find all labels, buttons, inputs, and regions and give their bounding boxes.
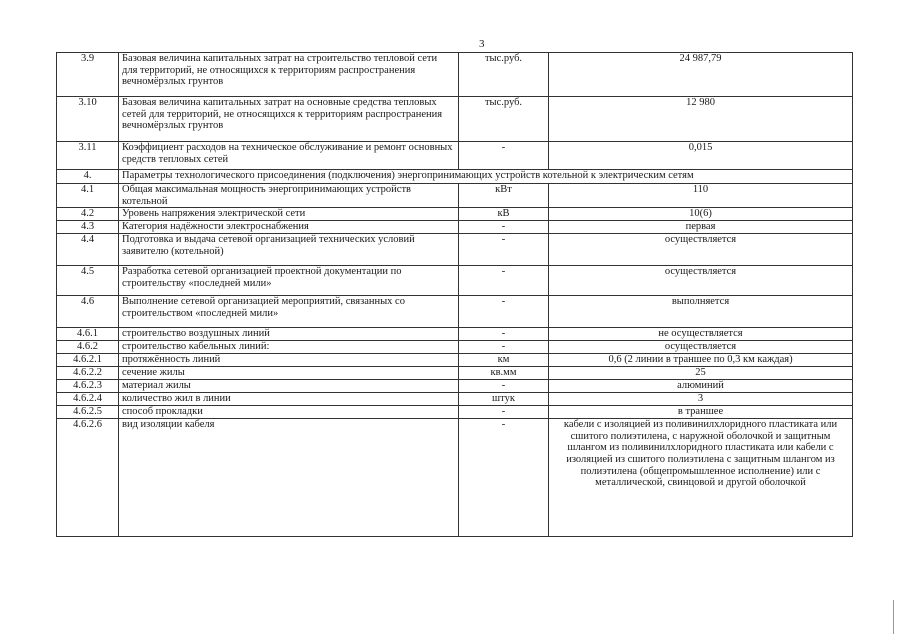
row-title: материал жилы [119, 380, 459, 393]
row-number: 4.6.2.3 [57, 380, 119, 393]
row-number: 3.11 [57, 142, 119, 170]
row-number: 4.6 [57, 296, 119, 328]
row-number: 4.1 [57, 184, 119, 208]
row-unit: - [459, 341, 549, 354]
table-row [57, 142, 853, 170]
table-row [57, 170, 853, 184]
row-value: осуществляется [549, 234, 853, 266]
row-title: способ прокладки [119, 406, 459, 419]
table-row [57, 419, 853, 537]
row-unit: кв.мм [459, 367, 549, 380]
row-value: 3 [549, 393, 853, 406]
row-title: количество жил в линии [119, 393, 459, 406]
row-title: Уровень напряжения электрической сети [119, 208, 459, 221]
row-number: 4.5 [57, 266, 119, 296]
row-number: 4.6.2.4 [57, 393, 119, 406]
row-value: в траншее [549, 406, 853, 419]
row-value: осуществляется [549, 266, 853, 296]
table-row [57, 53, 853, 97]
row-title: Разработка сетевой организацией проектной документации по строительству «последней мили» [119, 266, 459, 296]
row-title: Параметры технологического присоединения (подключения) энергопринимающих устройств котельной к электрическим сетям [119, 170, 853, 184]
table-row [57, 208, 853, 221]
table-row [57, 296, 853, 328]
row-value: 10(6) [549, 208, 853, 221]
row-title: Коэффициент расходов на техническое обслуживание и ремонт основных средств тепловых сетей [119, 142, 459, 170]
row-number: 3.9 [57, 53, 119, 97]
row-number: 3.10 [57, 97, 119, 142]
row-value: осуществляется [549, 341, 853, 354]
row-unit: тыс.руб. [459, 53, 549, 97]
parameters-table [56, 52, 853, 537]
row-number: 4. [57, 170, 119, 184]
table-row [57, 97, 853, 142]
row-title: Подготовка и выдача сетевой организацией технических условий заявителю (котельной) [119, 234, 459, 266]
row-number: 4.6.1 [57, 328, 119, 341]
row-title: строительство кабельных линий: [119, 341, 459, 354]
row-title: сечение жилы [119, 367, 459, 380]
table-row [57, 266, 853, 296]
row-value: 0,015 [549, 142, 853, 170]
row-value: 24 987,79 [549, 53, 853, 97]
row-unit: - [459, 406, 549, 419]
page-number: 3 [479, 38, 485, 50]
row-number: 4.2 [57, 208, 119, 221]
row-title: Выполнение сетевой организацией мероприятий, связанных со строительством «последней мили» [119, 296, 459, 328]
table-row [57, 184, 853, 208]
row-unit: кВт [459, 184, 549, 208]
row-title: Общая максимальная мощность энергопринимающих устройств котельной [119, 184, 459, 208]
row-value: 110 [549, 184, 853, 208]
row-value: 25 [549, 367, 853, 380]
row-value: 12 980 [549, 97, 853, 142]
row-unit: кВ [459, 208, 549, 221]
row-title: вид изоляции кабеля [119, 419, 459, 537]
row-number: 4.6.2 [57, 341, 119, 354]
row-title: Базовая величина капитальных затрат на основные средства тепловых сетей для территорий, не относящихся к территориям распространения вечномёрзлых грунтов [119, 97, 459, 142]
row-number: 4.6.2.1 [57, 354, 119, 367]
row-value: выполняется [549, 296, 853, 328]
row-value: не осуществляется [549, 328, 853, 341]
row-unit: км [459, 354, 549, 367]
row-unit: - [459, 142, 549, 170]
row-unit: - [459, 266, 549, 296]
row-unit: - [459, 296, 549, 328]
table-row [57, 221, 853, 234]
row-title: протяжённость линий [119, 354, 459, 367]
table-row [57, 328, 853, 341]
row-value: кабели с изоляцией из поливинилхлоридного пластиката или сшитого полиэтилена, с наружной оболочкой и защитным шлангом из поливинилхлоридного пластиката или кабели с изоляцией из сшитого полиэтилена с защитным шлангом из полиэтилена (общепромышленное исполнение) или с металлической, свинцовой и другой оболочкой [549, 419, 853, 537]
table-row [57, 354, 853, 367]
row-value: первая [549, 221, 853, 234]
row-unit: штук [459, 393, 549, 406]
table-row [57, 393, 853, 406]
row-number: 4.6.2.6 [57, 419, 119, 537]
row-value: 0,6 (2 линии в траншее по 0,3 км каждая) [549, 354, 853, 367]
row-unit: - [459, 221, 549, 234]
row-unit: тыс.руб. [459, 97, 549, 142]
row-unit: - [459, 328, 549, 341]
row-number: 4.3 [57, 221, 119, 234]
table-row [57, 234, 853, 266]
row-number: 4.4 [57, 234, 119, 266]
row-title: Категория надёжности электроснабжения [119, 221, 459, 234]
row-unit: - [459, 380, 549, 393]
row-title: строительство воздушных линий [119, 328, 459, 341]
row-number: 4.6.2.5 [57, 406, 119, 419]
table-row [57, 341, 853, 354]
table-row [57, 380, 853, 393]
row-unit: - [459, 419, 549, 537]
row-title: Базовая величина капитальных затрат на строительство тепловой сети для территорий, не относящихся к территориям распространения вечномёрзлых грунтов [119, 53, 459, 97]
row-number: 4.6.2.2 [57, 367, 119, 380]
row-unit: - [459, 234, 549, 266]
table-row [57, 406, 853, 419]
row-value: алюминий [549, 380, 853, 393]
table-row [57, 367, 853, 380]
margin-mark [893, 600, 894, 634]
